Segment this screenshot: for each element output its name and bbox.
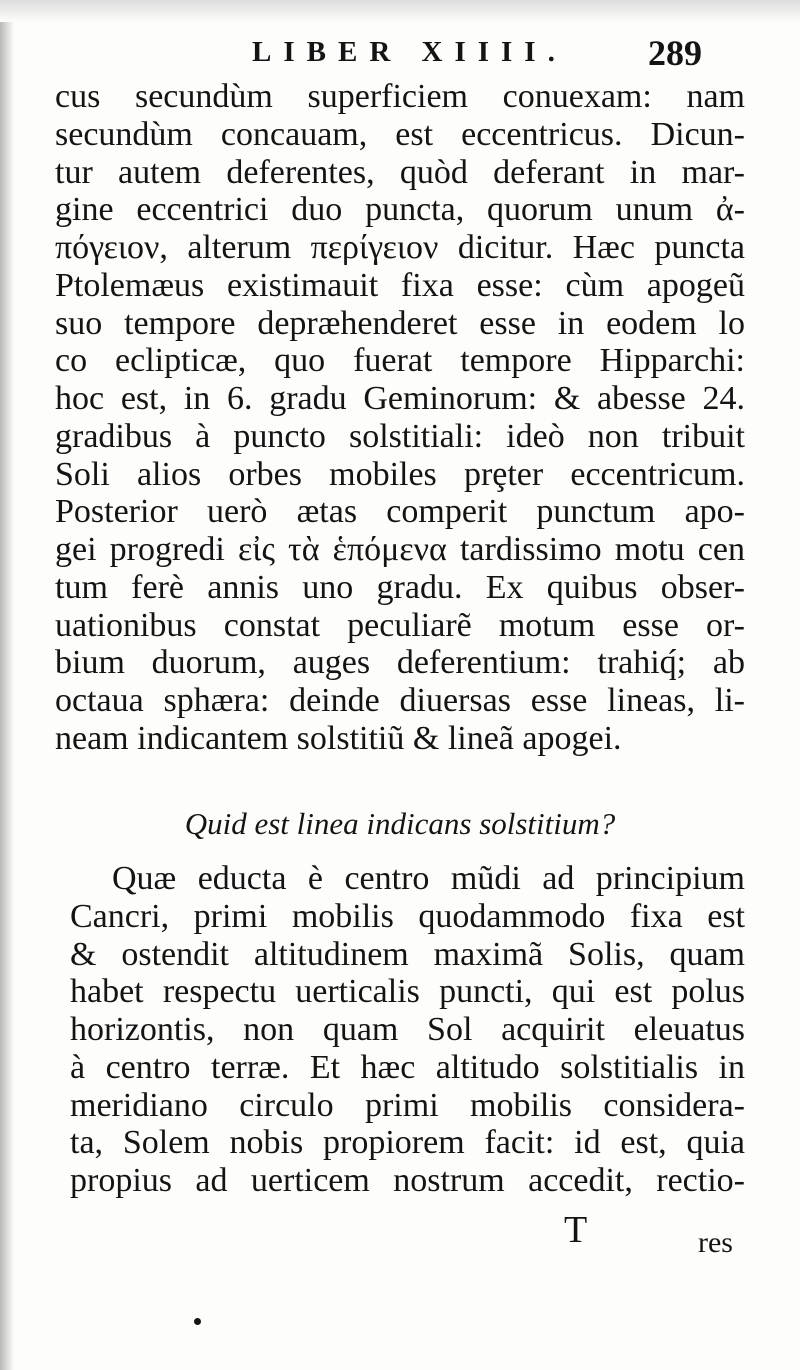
text-line: gradibus à puncto solstitiali: ideò non tribuit (55, 417, 745, 455)
text-line: Quæ educta è centro mũdi ad principium (112, 860, 745, 897)
paragraph-2 (70, 860, 745, 1200)
text-line: neam indicantem solstitiũ & lineã apogei. (55, 719, 622, 757)
text-line: co eclipticæ, quo fuerat tempore Hipparchi: (55, 342, 745, 380)
text-line: Soli alios orbes mobiles prȩter eccentricum. (55, 455, 745, 493)
text-line: bium duorum, auges deferentium: trahiq́; ab (55, 644, 745, 682)
running-title: LIBER XIIII. (252, 36, 567, 68)
text-line: meridiano circulo primi mobilis considera- (70, 1086, 745, 1124)
text-line: octaua sphæra: deinde diuersas esse lineas, li- (55, 682, 745, 719)
text-line: secundùm concauam, est eccentricus. Dicun- (55, 115, 745, 153)
page-number: 289 (648, 33, 702, 73)
text-line: suo tempore depræhenderet esse in eodem lo (55, 304, 745, 342)
text-line: Cancri, primi mobilis quodammodo fixa est (70, 897, 745, 935)
text-line: hoc est, in 6. gradu Geminorum: & abesse 24. (55, 380, 745, 417)
text-line: à centro terræ. Et hæc altitudo solstitialis in (70, 1048, 745, 1086)
text-line: tur autem deferentes, quòd deferant in mar- (55, 153, 745, 191)
text-line: gei progredi εἰς τὰ ἑπόμενα tardissimo motu cen (55, 531, 745, 568)
text-line: habet respectu uerticalis puncti, qui est polus (70, 973, 745, 1011)
text-line: horizontis, non quam Sol acquirit eleuatus (70, 1011, 745, 1048)
text-line: ta, Solem nobis propiorem facit: id est, quia (70, 1124, 745, 1162)
gutter-shadow (0, 0, 14, 1370)
text-line: uationibus constat peculiarẽ motum esse or- (55, 606, 745, 644)
text-line: propius ad uerticem nostrum accedit, rectio- (70, 1162, 745, 1199)
catchword: res (698, 1226, 733, 1259)
text-line: & ostendit altitudinem maximã Solis, quam (70, 935, 745, 973)
text-line: cus secundùm superficiem conuexam: nam (55, 78, 745, 115)
text-line: tum ferè annis uno gradu. Ex quibus obser- (55, 568, 745, 606)
text-line: gine eccentrici duo puncta, quorum unum ἀ- (55, 191, 745, 229)
paragraph-1 (55, 78, 745, 758)
section-heading: Quid est linea indicans solstitium? (184, 806, 616, 841)
text-line: Posterior uerò ætas comperit punctum apo- (55, 493, 745, 531)
ink-speck (194, 1318, 201, 1325)
signature-mark: T (564, 1209, 588, 1251)
top-edge-shadow (0, 0, 800, 22)
text-line: πόγειον, alterum περίγειον dicitur. Hæc puncta (55, 229, 745, 266)
text-line: Ptolemæus existimauit fixa esse: cùm apogeũ (55, 266, 745, 304)
